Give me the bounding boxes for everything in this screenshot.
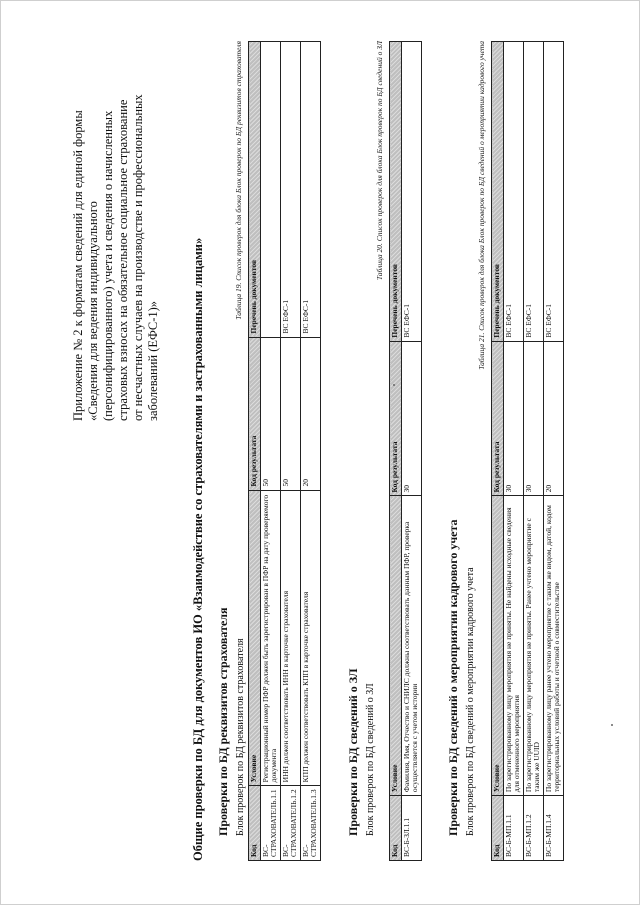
cell-result-code: 20: [543, 341, 563, 496]
cell-result-code: 50: [260, 337, 280, 490]
cell-documents: ВС ЕФС-1: [503, 42, 523, 342]
section-heading-insured-person: Проверки по БД сведений о ЗЛ: [346, 668, 360, 836]
scan-speck: [611, 724, 613, 726]
block-label-insurer: Блок проверок по БД реквизитов страхователя: [235, 638, 246, 836]
cell-code: ВС-Б-МП.1.4: [543, 796, 563, 861]
appendix-line: Приложение № 2 к форматам сведений для единой формы: [71, 110, 85, 421]
appendix-line: (персонифицированного) учета и сведения о начисленных: [101, 110, 115, 421]
cell-condition: По зарегистрированному лицу мероприятия не приняты. Не найдены исходные сведения для отмененного мероприятия: [503, 496, 523, 796]
table-row: [401, 42, 421, 861]
cell-documents: ВС ЕФС-1: [280, 42, 300, 338]
section-heading-staff-events: Проверки по БД сведений о мероприятии кадрового учета: [446, 519, 460, 836]
header-documents: Перечень документов: [390, 42, 402, 342]
header-result-code: Код результата: [390, 341, 402, 496]
cell-condition: По зарегистрированному лицу ранее учтено мероприятие с таким же видом, датой, кодом территориальных условий работы и отчетной о совместительстве: [543, 496, 563, 796]
cell-code: ВС-СТРАХОВАТЕЛЬ.1.2: [280, 786, 300, 861]
cell-result-code: 50: [280, 337, 300, 490]
cell-condition: По зарегистрированному лицу мероприятия не приняты. Ранее учтено мероприятие с таким же UUID: [523, 496, 543, 796]
table-caption-21: Таблица 21. Список проверок для блока Блок проверок по БД сведений о мероприятии кадрового учета: [477, 41, 486, 370]
table-header-row: [390, 42, 402, 861]
table-header-row: [492, 42, 504, 861]
header-result-code: Код результата: [492, 341, 504, 496]
table-row: [543, 42, 563, 861]
cell-code: ВС-Б-МП.1.2: [523, 796, 543, 861]
cell-documents: ВС ЕФС-1: [401, 42, 421, 342]
table-header-row: [249, 42, 261, 861]
cell-documents: [260, 42, 280, 338]
cell-result-code: 30: [503, 341, 523, 496]
cell-condition: Фамилия, Имя, Отчество и СНИЛС должны соответствовать данным ПФР, проверка осуществляется с учетом истории: [401, 496, 421, 796]
cell-result-code: 30: [523, 341, 543, 496]
header-documents: Перечень документов: [249, 42, 261, 338]
rotated-document: [1, 1, 640, 906]
header-condition: Условие: [249, 490, 261, 786]
appendix-note: [71, 76, 161, 421]
cell-code: ВС-Б-ЗЛ.1.1: [401, 796, 421, 861]
table-caption-19: Таблица 19. Список проверок для блока Блок проверок по БД реквизитов страхователя: [234, 41, 243, 320]
main-title: Общие проверки по БД для документов ИО «Взаимодействие со страхователями и застрахованными лицами»: [191, 237, 205, 861]
table-row: [503, 42, 523, 861]
cell-result-code: 30: [401, 341, 421, 496]
table-caption-20: Таблица 20. Список проверок для блока Блок проверок по БД сведений о ЗЛ: [375, 41, 384, 281]
header-code: Код: [249, 786, 261, 861]
header-code: Код: [492, 796, 504, 861]
block-label-staff-events: Блок проверок по БД сведений о мероприятии кадрового учета: [465, 567, 476, 836]
appendix-line: от несчастных случаев на производстве и профессиональных: [131, 94, 145, 421]
cell-result-code: 20: [300, 337, 320, 490]
header-condition: Условие: [492, 496, 504, 796]
table-insured-person-checks: [389, 41, 422, 861]
table-row: [260, 42, 280, 861]
cell-documents: ВС ЕФС-1: [300, 42, 320, 338]
cell-code: ВС-СТРАХОВАТЕЛЬ.1.1: [260, 786, 280, 861]
table-row: [300, 42, 320, 861]
table-staff-event-checks: [491, 41, 564, 861]
block-label-insured-person: Блок проверок по БД сведений о ЗЛ: [365, 683, 376, 836]
section-heading-insurer: Проверки по БД реквизитов страхователя: [216, 607, 230, 836]
cell-documents: ВС ЕФС-1: [523, 42, 543, 342]
header-code: Код: [390, 796, 402, 861]
table-row: [280, 42, 300, 861]
appendix-line: заболеваний (ЕФС-1)»: [146, 300, 160, 421]
header-condition: Условие: [390, 496, 402, 796]
table-insurer-checks: [248, 41, 321, 861]
cell-documents: ВС ЕФС-1: [543, 42, 563, 342]
appendix-line: «Сведения для ведения индивидуального: [86, 201, 100, 421]
cell-condition: КПП должен соответствовать КПП в карточке страхователя: [300, 490, 320, 786]
cell-condition: ИНН должен соответствовать ИНН в карточке страхователя: [280, 490, 300, 786]
cell-code: ВС-Б-МП.1.1: [503, 796, 523, 861]
table-row: [523, 42, 543, 861]
cell-condition: Регистрационный номер ПФР должен быть зарегистрирован в ПФР на дату проверяемого документа: [260, 490, 280, 786]
scan-speck: [393, 384, 395, 386]
cell-code: ВС-СТРАХОВАТЕЛЬ.1.3: [300, 786, 320, 861]
header-result-code: Код результата: [249, 337, 261, 490]
header-documents: Перечень документов: [492, 42, 504, 342]
appendix-line: страховых взносах на обязательное социальное страхование: [116, 99, 130, 421]
